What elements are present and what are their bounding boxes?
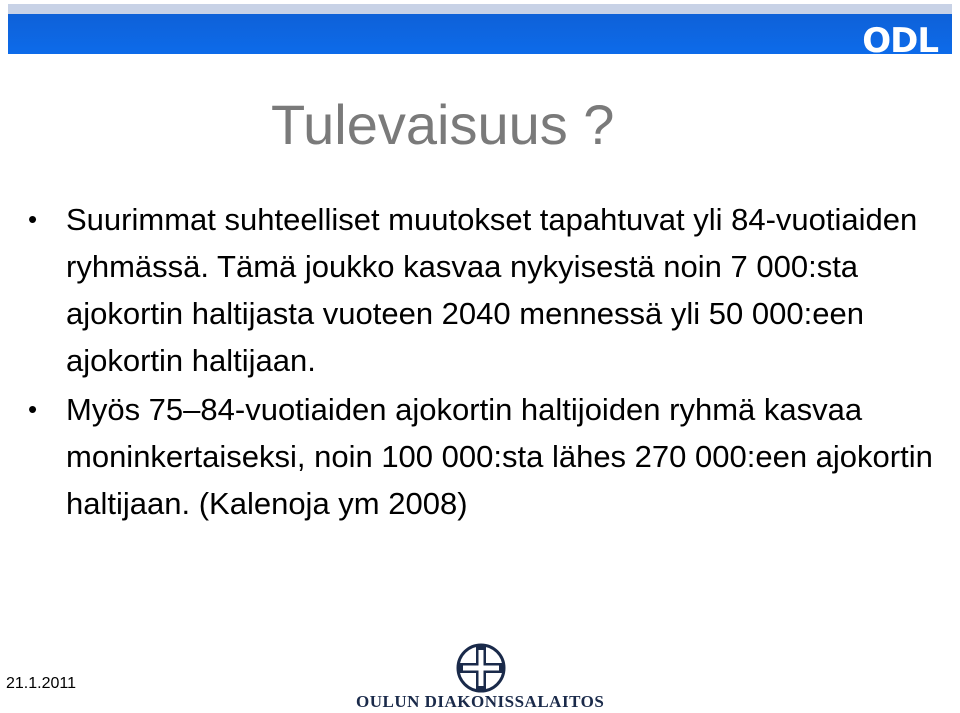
footer-date: 21.1.2011 [6, 675, 76, 692]
header-bar [8, 4, 952, 61]
bullet-text: Suurimmat suhteelliset muutokset tapahtuvat yli 84-vuotiaiden ryhmässä. Tämä joukko kasvaa nykyisestä noin 7 000:sta ajokortin haltijasta vuoteen 2040 mennessä yli 50 000:een ajokortin haltijaan. [66, 202, 918, 378]
bullet-symbol: • [28, 204, 38, 234]
cross-emblem-icon [451, 642, 511, 694]
slide-title: Tulevaisuus ? [271, 93, 615, 156]
bullet-text: Myös 75–84-vuotiaiden ajokortin haltijoiden ryhmä kasvaa moninkertaiseksi, noin 100 000:sta lähes 270 000:een ajokortin haltijaan. (Kalenoja ym 2008) [66, 392, 933, 521]
bullet-item [24, 196, 934, 384]
organization-logo [346, 640, 616, 713]
bullet-item [24, 386, 934, 527]
odl-logo: ODL [862, 21, 938, 61]
bullet-list [24, 196, 934, 529]
organization-name: OULUN DIAKONISSALAITOS [356, 692, 605, 711]
bullet-symbol: • [28, 394, 38, 424]
